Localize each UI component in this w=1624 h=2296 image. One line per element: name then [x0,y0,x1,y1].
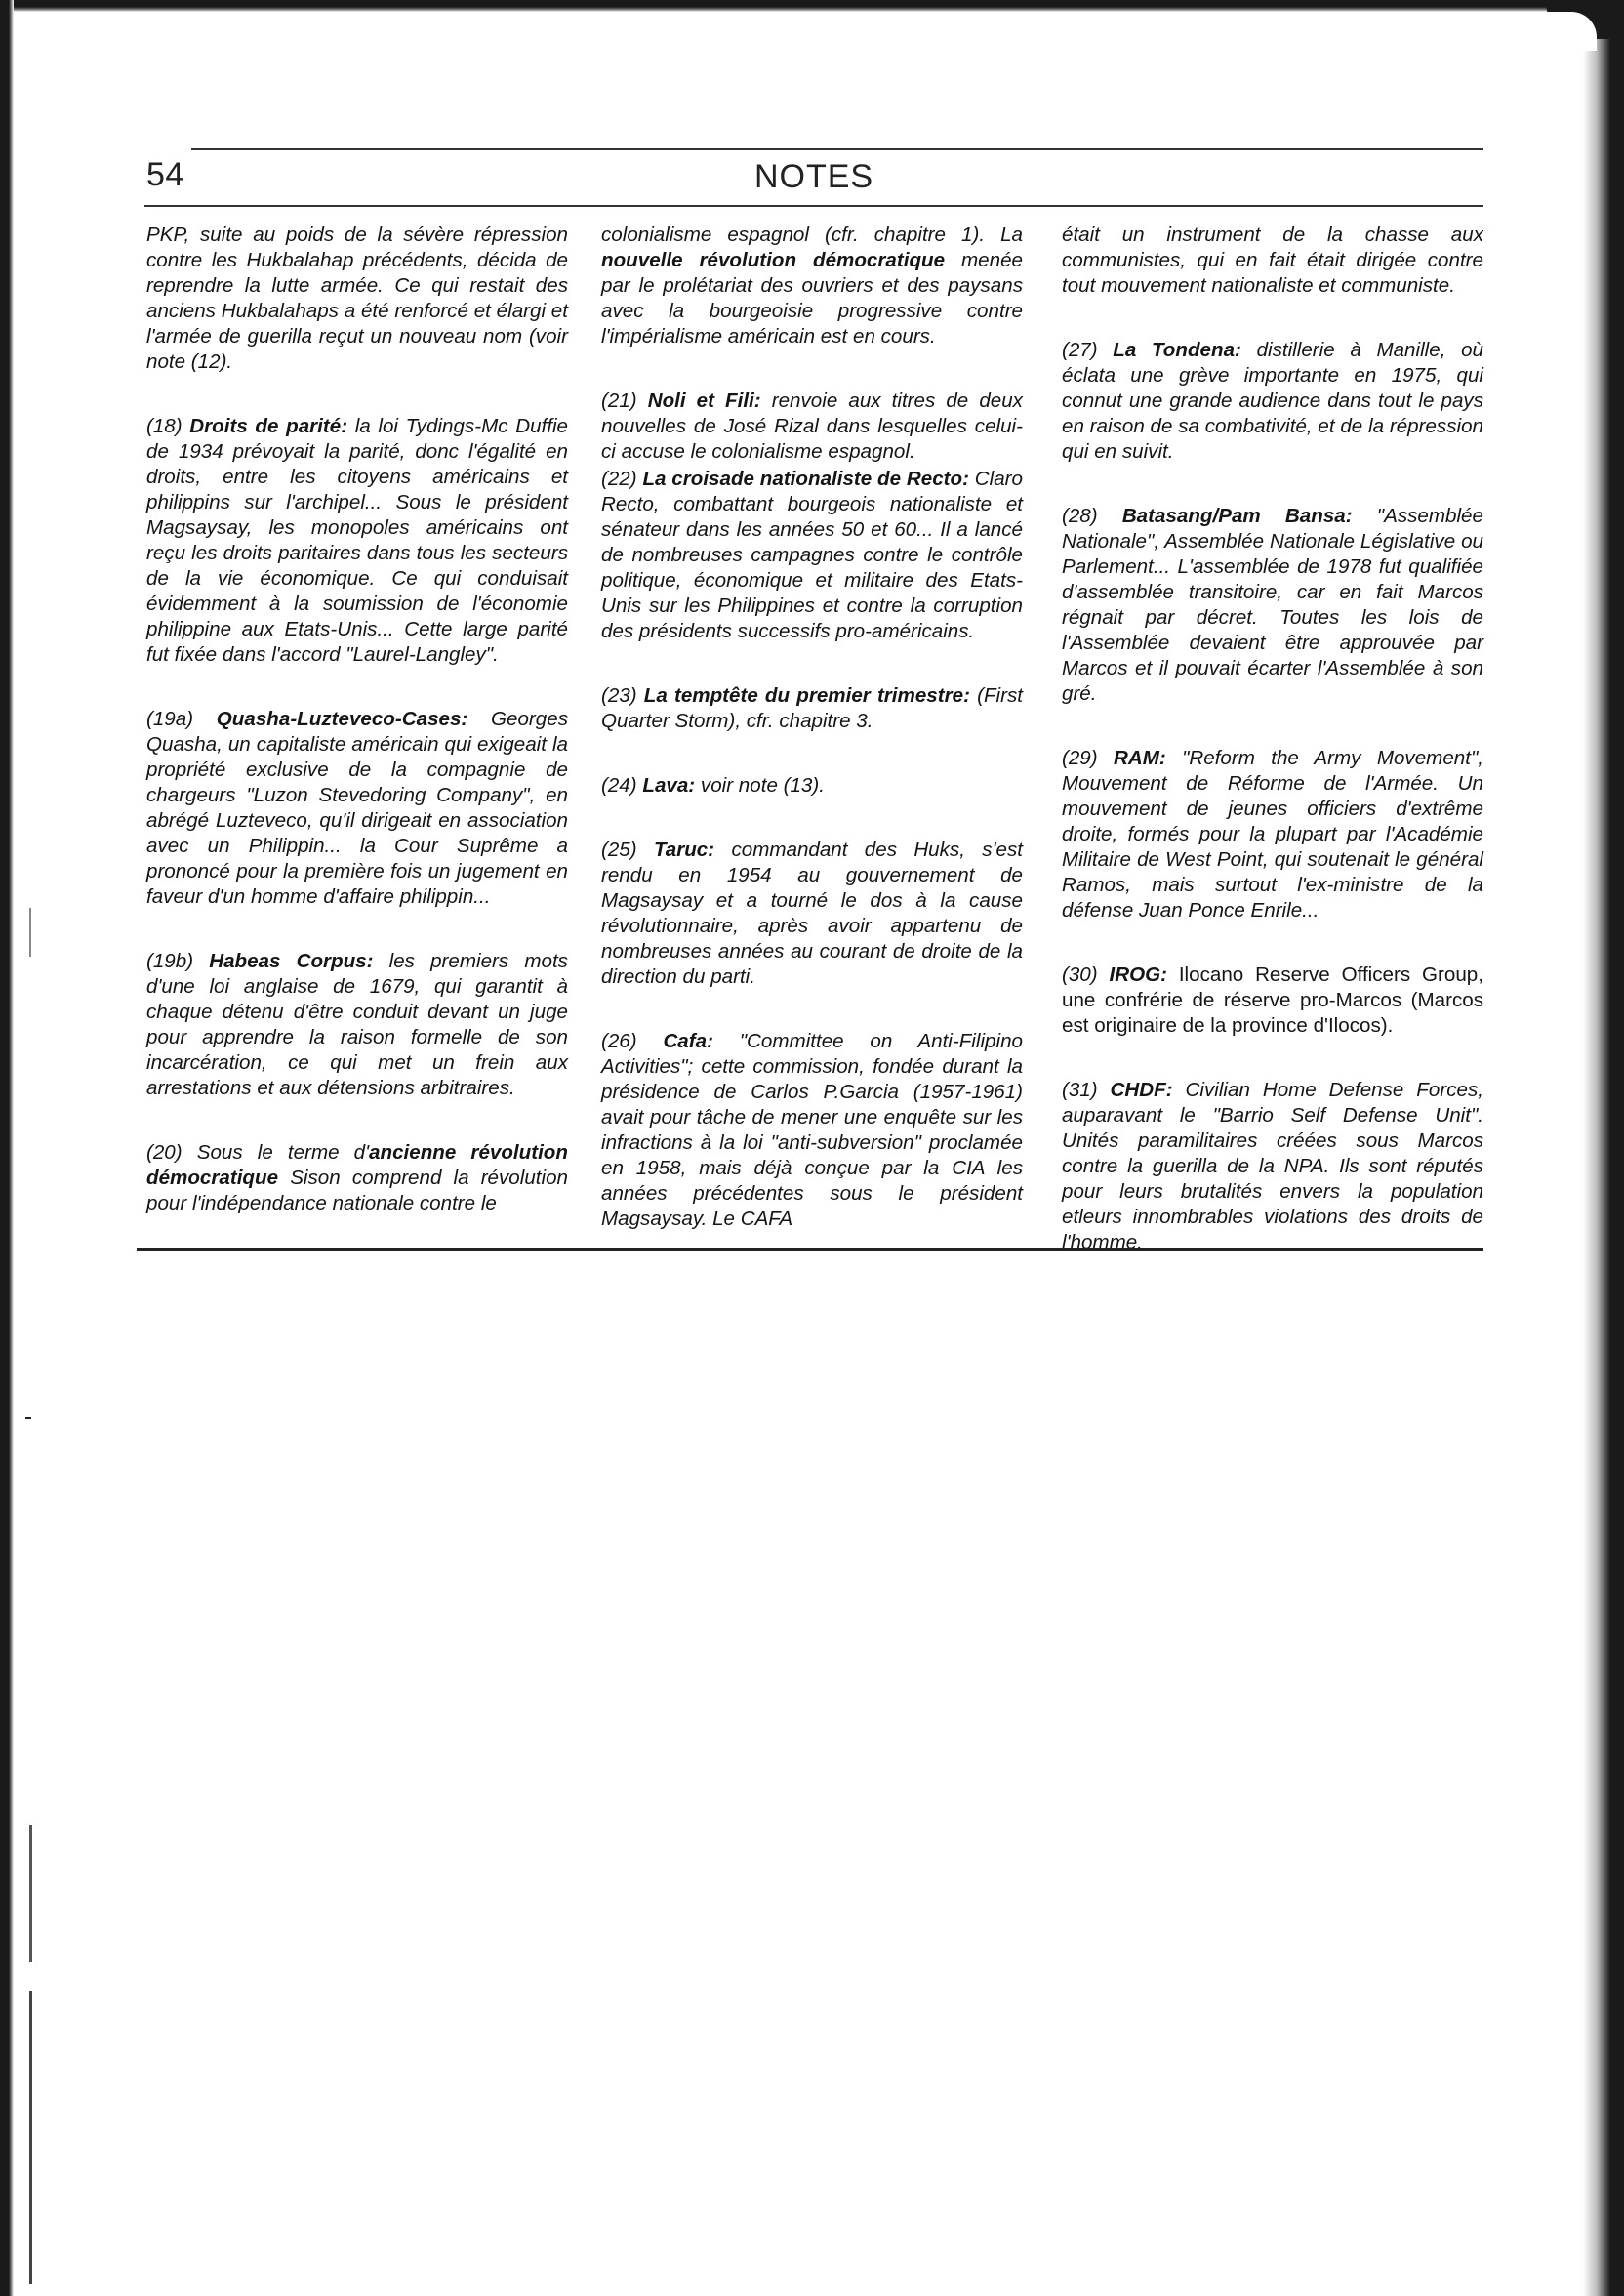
note-term: nouvelle révolution démocratique [601,249,946,271]
note-term: Habeas Corpus: [209,950,374,972]
note-term: La temptête du premier trimestre: [643,684,970,707]
note-number: (24) [601,774,637,797]
note-text: Georges Quasha, un capitaliste américain qui exigeait la propriété exclusive de la compagnie de chargeurs "Luzon Stevedoring Company", en abrégé Luzteveco, qu'il dirigeait en association avec un Philippin... la Cour Suprême a prononcé pour la première fois un jugement en faveur d'un homme d'affaire philippin... [146,708,568,908]
note-number: (22) [601,468,637,490]
note-term: Lava: [642,774,696,797]
note-continuation-pkp [146,223,568,375]
note-text: Claro Recto, combattant bourgeois nationaliste et sénateur dans les années 50 et 60... Il a lancé de nombreuses campagnes contre le contrôle politique, économique et militaire des Etats-Unis sur les Philippines et contre la corruption des présidents successifs pro-américains. [601,468,1023,642]
note-text: "Assemblée Nationale", Assemblée Nationale Législative ou Parlement... L'assemblée de 1978 fut qualifiée d'assemblée transitoire, car en fait Marcos régnait par décret. Toutes les lois de l'Assemblée devaient être approuvée par Marcos et il pouvait écarter l'Assemblée à son gré. [1062,505,1483,705]
note-text: "Committee on Anti-Filipino Activities"; cette commission, fondée durant la présidence de Carlos P.Garcia (1957-1961) avait pour tâche de mener une enquête sur les infractions à la loi "anti-subversion" proclamée en 1958, mais déjà conçue par la CIA les années précédentes sous le président Magsaysay. Le CAFA [601,1030,1023,1230]
note-text: Civilian Home Defense Forces, auparavant le "Barrio Self Defense Unit". Unités paramilitaires créées sous Marcos contre la guerilla de la NPA. Ils sont réputés pour leurs brutalités envers la population etleurs innombrables violations des droits de l'homme. [1062,1079,1483,1253]
note-number: (28) [1062,505,1098,527]
bottom-rule [137,1248,1483,1250]
scan-left-edge [0,0,14,2296]
note-text: commandant des Huks, s'est rendu en 1954 au gouvernement de Magsaysay et a tourné le dos à la cause révolutionnaire, après avoir appartenu de nombreuses années au courant de droite de la direction du parti. [601,839,1023,988]
note-18 [146,414,568,668]
note-text: "Reform the Army Movement", Mouvement de Réforme de l'Armée. Un mouvement de jeunes officiers d'extrême droite, formés pour la plupart par l'Académie Militaire de West Point, qui soutenait le général Ramos, mais surtout l'ex-ministre de la défense Juan Ponce Enrile... [1062,747,1483,922]
note-text: était un instrument de la chasse aux communistes, qui en fait était dirigée contre tout mouvement nationaliste et communiste. [1062,224,1483,297]
note-term: Quasha-Luzteveco-Cases: [216,708,468,730]
note-number: (21) [601,390,637,412]
header-top-rule [191,148,1483,150]
note-number: (19a) [146,708,194,730]
note-number: (19b) [146,950,194,972]
header-bottom-rule [144,205,1483,207]
note-23 [601,683,1023,734]
margin-tick [25,1417,31,1419]
page-number: 54 [146,156,184,193]
note-term: Batasang/Pam Bansa: [1121,505,1353,527]
note-term: CHDF: [1110,1079,1173,1101]
note-24 [601,773,1023,799]
note-text: la loi Tydings-Mc Duffie de 1934 prévoyait la parité, donc l'égalité en droits, entre les citoyens américains et philippins sur l'archipel... Sous le président Magsaysay, les monopoles américains ont reçu les droits paritaires dans tous les secteurs de la vie économique. Ce qui conduisait évidemment à la soumission de l'économie philippine aux Etats-Unis... Cette large parité fut fixée dans l'accord "Laurel-Langley". [146,415,568,666]
note-number: (23) [601,684,637,707]
note-30 [1062,963,1483,1039]
note-text: PKP, suite au poids de la sévère répression contre les Hukbalahap précédents, décida de reprendre la lutte armée. Ce qui restait des anciens Hukbalahaps a été renforcé et élargi et l'armée de guerilla reçut un nouveau nom (voir note (12). [146,224,568,373]
note-19a [146,707,568,910]
note-term: Noli et Fili: [647,390,761,412]
note-number: (20) [146,1141,183,1164]
notes-column-2 [601,223,1023,1271]
note-number: (25) [601,839,637,861]
page-corner-inner [1538,12,1597,51]
note-text: (First Quarter Storm), cfr. chapitre 3. [601,684,1023,732]
page-title: NOTES [753,158,874,195]
note-text: Ilocano Reserve Officers Group, une confrérie de réserve pro-Marcos (Marcos est originaire de la province d'Ilocos). [1062,964,1483,1037]
note-term: Droits de parité: [189,415,348,437]
note-26-continued [1062,223,1483,299]
note-text: voir note (13). [700,774,825,797]
note-text: distillerie à Manille, où éclata une grève importante en 1975, qui connut une grande audience dans tout le pays en raison de sa combativité, et de la répression qui en suivit. [1062,339,1483,463]
note-number: (30) [1062,964,1098,986]
note-20-continued [601,223,1023,349]
note-term: ancienne révolution démocratique [146,1141,568,1189]
note-29 [1062,746,1483,923]
note-text: renvoie aux titres de deux nouvelles de José Rizal dans lesquelles celui-ci accuse le colonialisme espagnol. [601,390,1023,463]
note-text-before: colonialisme espagnol (cfr. chapitre 1). La [601,224,1023,246]
note-term: IROG: [1109,964,1167,986]
note-number: (26) [601,1030,637,1052]
note-text-after: menée par le prolétariat des ouvriers et des paysans avec la bourgeoisie progressive contre l'impérialisme américain est en cours. [601,249,1023,348]
note-25 [601,838,1023,990]
note-22 [601,467,1023,644]
note-26 [601,1029,1023,1232]
note-term: La Tondena: [1113,339,1241,361]
margin-tick [29,1825,32,1962]
note-term: Cafa: [663,1030,713,1052]
notes-columns [146,223,1483,1253]
note-27 [1062,338,1483,465]
notes-column-3 [1062,223,1483,1294]
note-number: (18) [146,415,183,437]
notes-column-1 [146,223,568,1255]
scan-top-edge [0,0,1624,12]
note-term: RAM: [1113,747,1166,769]
note-text-after: Sison comprend la révolution pour l'indépendance nationale contre le [146,1167,568,1214]
note-21 [601,389,1023,465]
page-header [144,144,1483,209]
note-28 [1062,504,1483,707]
note-31 [1062,1078,1483,1255]
note-20 [146,1140,568,1216]
note-number: (27) [1062,339,1098,361]
note-text: les premiers mots d'une loi anglaise de 1679, qui garantit à chaque détenu d'être conduit devant un juge pour apprendre la raison formelle de son incarcération, ce qui met un frein aux arrestations et aux détensions arbitraires. [146,950,568,1099]
note-number: (29) [1062,747,1098,769]
margin-tick [29,1991,32,2284]
note-term: Taruc: [653,839,715,861]
margin-tick [29,908,31,957]
scan-right-edge [1583,0,1624,2296]
note-text-before: Sous le terme d' [196,1141,370,1164]
note-number: (31) [1062,1079,1098,1101]
note-term: La croisade nationaliste de Recto: [642,468,969,490]
note-19b [146,949,568,1101]
